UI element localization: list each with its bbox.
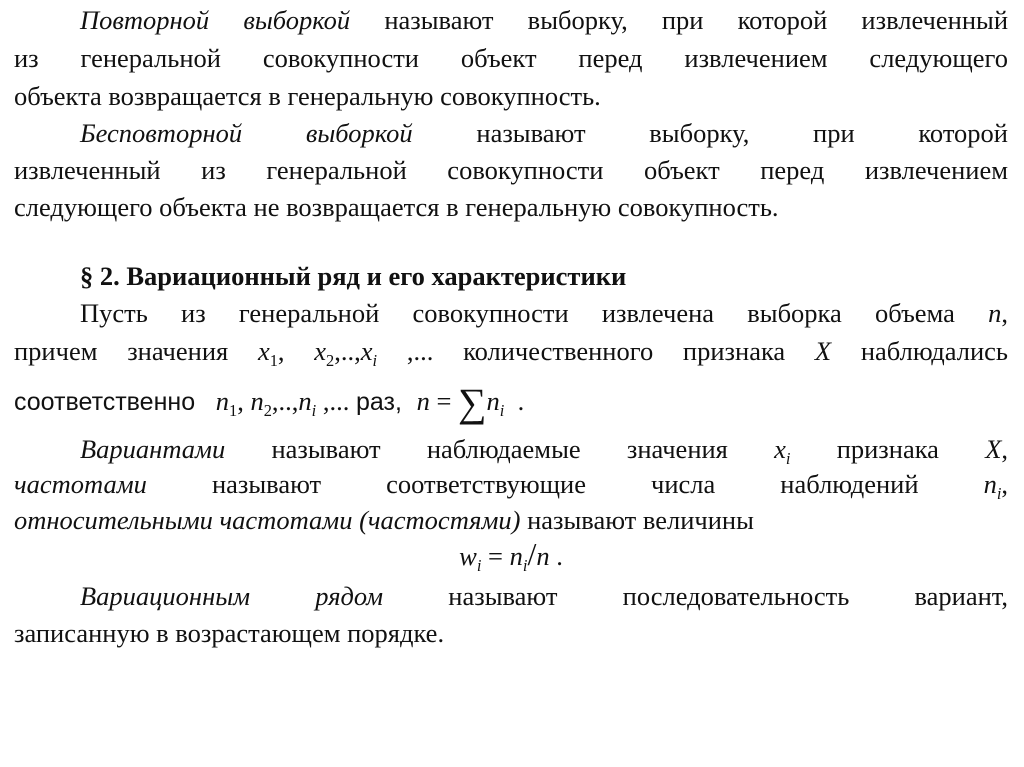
p3-line-3-a: соответственно (14, 388, 196, 416)
formula-slash: / (527, 536, 537, 572)
p1-term: Повторной выборкой (80, 5, 351, 35)
p4-comma-1: , (1001, 434, 1008, 464)
p5-line-1-text: называют последовательность вариант, (448, 581, 1008, 611)
p3-line-2-a: причем значения (14, 336, 229, 366)
p2-line-3: следующего объекта не возвращается в генеральную совокупность. (14, 192, 779, 222)
p4-xi-var: x (774, 434, 786, 464)
p3-line-2-b: количественного признака (463, 336, 786, 366)
formula-w: w (459, 541, 477, 571)
formula-n-sub: i (522, 555, 528, 575)
p4-line-3-a: называют величины (527, 505, 754, 535)
p4-line-3 (14, 502, 1008, 538)
p4-xi-sub: i (785, 448, 791, 468)
formula-n2: n (536, 541, 550, 571)
p2-line-2: извлеченный из генеральной совокупности объект перед извлечением (14, 155, 1008, 185)
p5-term: Вариационным рядом (80, 581, 384, 611)
p3-line-3 (14, 380, 1008, 425)
p4-term-variants: Вариантами (80, 434, 226, 464)
formula-period: . (549, 541, 563, 571)
p5-line-1 (14, 578, 1008, 614)
p4-line-2-a: называют соответствующие числа наблюдений (211, 469, 919, 499)
p2-line-1-text: называют выборку, при которой (476, 118, 1008, 148)
p3-n-var: n (988, 298, 1002, 328)
p4-ni-sub: i (996, 483, 1002, 503)
p4-line-1 (14, 431, 1008, 467)
p4-line-1-b: признака (836, 434, 939, 464)
relative-frequency-formula (14, 536, 1008, 574)
p4-comma-2: , (1001, 469, 1009, 499)
p4-term-relative-frequencies: относительными частотами (частостями) (14, 505, 521, 535)
p5-line-2: записанную в возрастающем порядке. (14, 618, 445, 648)
p1-line-3: объекта возвращается в генеральную совокупность. (14, 81, 601, 111)
p4-term-frequencies: частотами (14, 469, 147, 499)
p1-line-1 (14, 2, 1008, 38)
p3-line-2-c: наблюдались (860, 336, 1009, 366)
p1-line-1-text: называют выборку, при которой извлеченный (384, 5, 1008, 35)
p3-line-3-b: раз, (356, 388, 402, 416)
sum-formula: $n = \sum n_i$ . (416, 380, 525, 425)
p3-line-2 (14, 333, 1008, 369)
p2-term: Бесповторной выборкой (80, 118, 413, 148)
p3-line-1 (14, 295, 1008, 331)
p1-line-2: из генеральной совокупности объект перед извлечением следующего (14, 43, 1008, 73)
formula-n: n (509, 541, 523, 571)
p2-line-1 (14, 115, 1008, 151)
n-sequence-formula: $n_1$, $n_2,..,n_i$ ,... (215, 386, 350, 420)
p4-line-2 (14, 466, 1008, 502)
section-heading: § 2. Вариационный ряд и его характеристики (80, 261, 627, 291)
p4-ni-var: n (983, 469, 997, 499)
formula-eq: = (481, 541, 510, 571)
x-sequence-formula: $x_1$, $x_2,..,x_i$ ,... (257, 336, 434, 370)
p3-X-var: X (814, 336, 832, 366)
p3-comma: , (1001, 298, 1008, 328)
p4-X-var: X (985, 434, 1002, 464)
formula-w-sub: i (476, 555, 482, 575)
p3-line-1-text: Пусть из генеральной совокупности извлечена выборка объема (80, 298, 955, 328)
p4-line-1-a: называют наблюдаемые значения (271, 434, 728, 464)
